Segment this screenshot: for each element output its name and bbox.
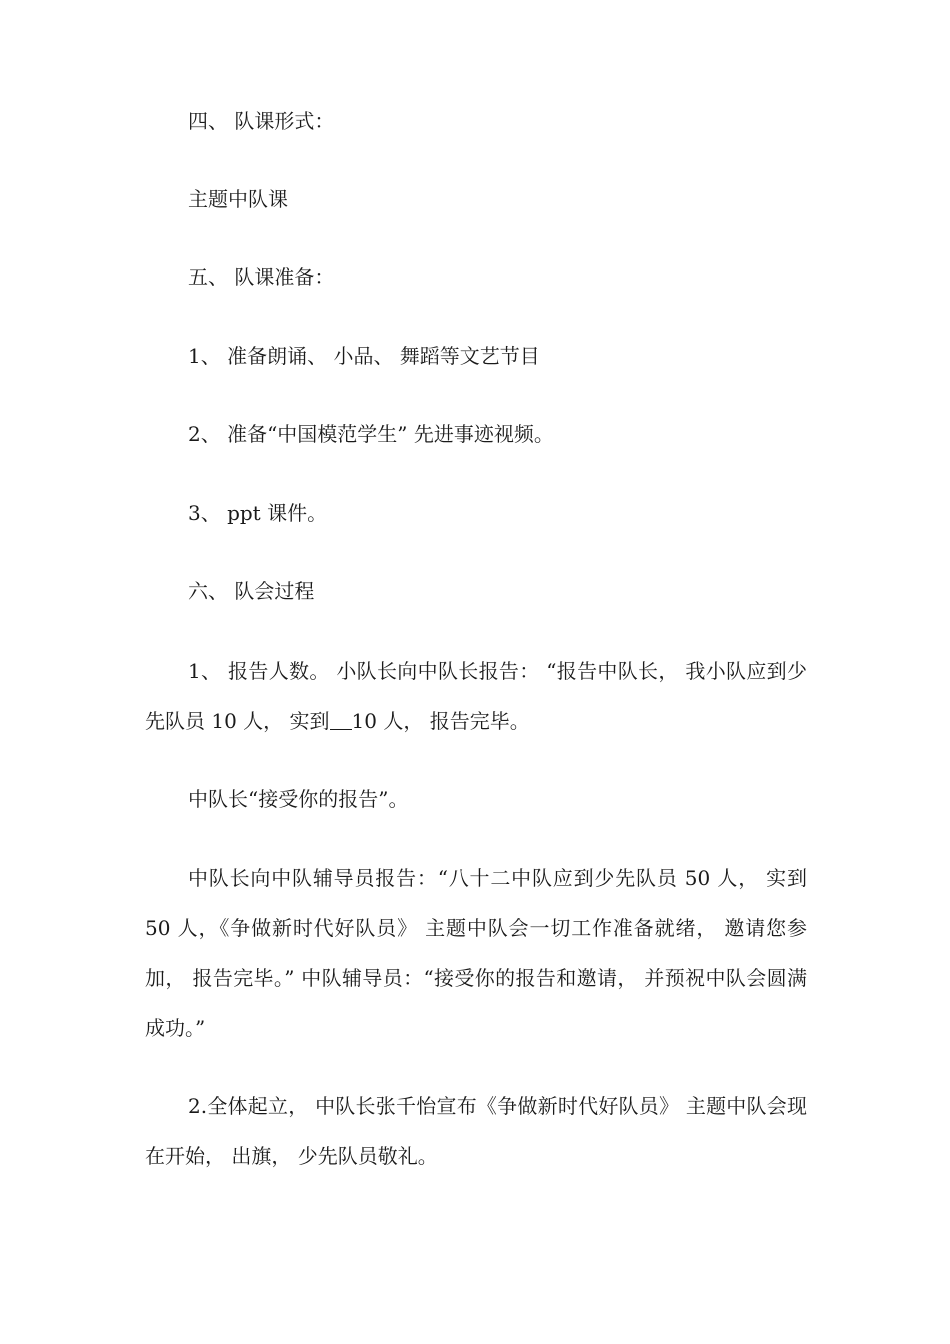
section-5-heading: 五、 队课准备： — [188, 265, 335, 289]
step-2-paragraph: 2.全体起立， 中队长张千怡宣布《争做新时代好队员》 主题中队会现在开始， 出旗， 少先队员敬礼。 — [145, 1094, 807, 1168]
step-1-text-part2: 10 人， 报告完毕。 — [351, 709, 530, 733]
section-6-heading: 六、 队会过程 — [188, 579, 315, 603]
step-1-paragraph — [145, 646, 807, 746]
prep-item-2: 2、 准备“中国模范学生” 先进事迹视频。 — [188, 422, 554, 446]
step-1-text-part1: 1、 报告人数。 小队长向中队长报告： “报告中队长， 我小队应到少先队员 10 人， 实到 — [145, 659, 807, 733]
fill-in-blank — [330, 711, 352, 730]
section-4-body: 主题中队课 — [188, 187, 288, 211]
prep-item-1: 1、 准备朗诵、 小品、 舞蹈等文艺节目 — [188, 344, 540, 368]
report-paragraph: 中队长向中队辅导员报告：“八十二中队应到少先队员 50 人， 实到 50 人，《争做新时代好队员》 主题中队会一切工作准备就绪， 邀请您参加， 报告完毕。” 中队辅导员：“接受你的报告和邀请， 并预祝中队会圆满成功。” — [145, 866, 807, 1040]
section-4-heading: 四、 队课形式： — [188, 109, 335, 133]
reply-paragraph: 中队长“接受你的报告”。 — [188, 787, 409, 811]
prep-item-3: 3、 ppt 课件。 — [188, 501, 328, 525]
